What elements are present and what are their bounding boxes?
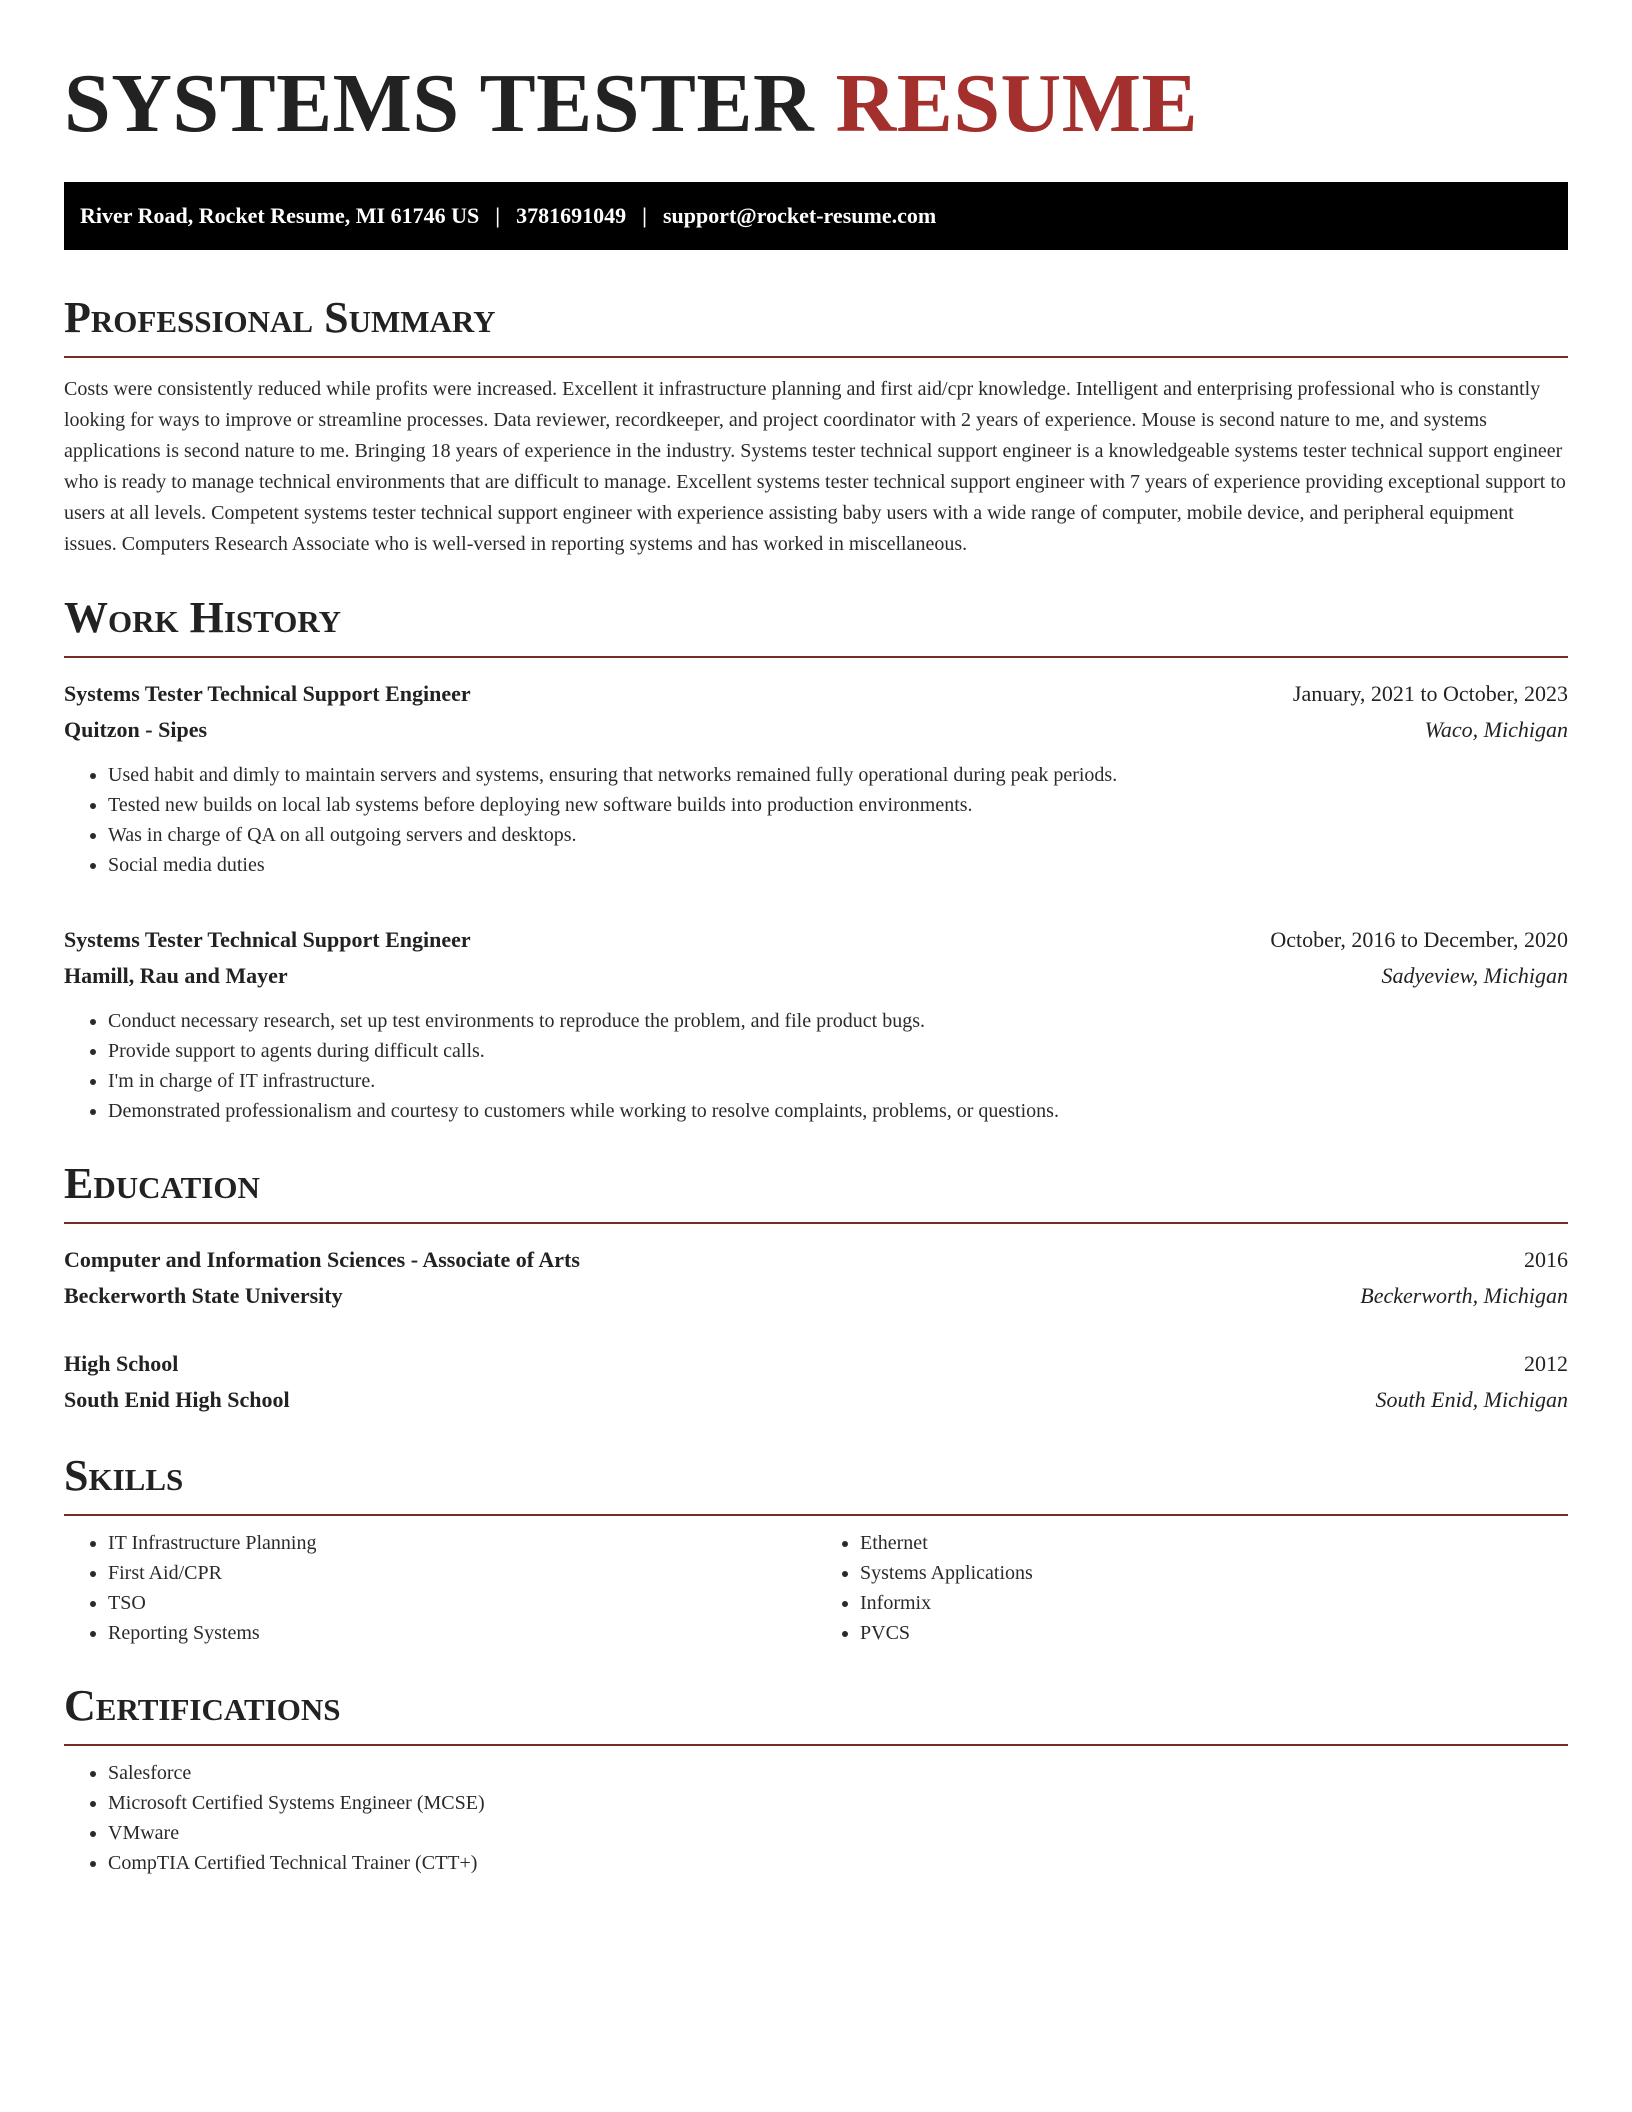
section-divider <box>64 656 1568 658</box>
certification-item: • Salesforce <box>108 1758 1568 1788</box>
education-location: South Enid, Michigan <box>1375 1387 1568 1412</box>
skill-item: • TSO <box>108 1588 816 1618</box>
title-main: SYSTEMS TESTER <box>64 57 836 150</box>
contact-separator: | <box>495 203 501 228</box>
job-dates: January, 2021 to October, 2023 <box>1292 681 1568 706</box>
skill-item: • IT Infrastructure Planning <box>108 1528 816 1558</box>
skill-item: • Systems Applications <box>860 1558 1568 1588</box>
skills-list-left <box>64 1528 816 1648</box>
job-bullet: • Used habit and dimly to maintain servers and systems, ensuring that networks remained fully operational during peak periods. <box>108 760 1568 790</box>
section-divider <box>64 1222 1568 1224</box>
education-degree: Computer and Information Sciences - Associate of Arts <box>64 1247 580 1272</box>
section-heading-skills: Skills <box>64 1451 184 1500</box>
job-company: Quitzon - Sipes <box>64 717 208 742</box>
skills-list-right <box>816 1528 1568 1648</box>
job-bullets <box>64 760 1568 880</box>
contact-address: River Road, Rocket Resume, MI 61746 US <box>80 203 480 228</box>
skill-item: • First Aid/CPR <box>108 1558 816 1588</box>
certification-item: • VMware <box>108 1818 1568 1848</box>
education-entry <box>64 1242 1568 1314</box>
certifications-list <box>64 1758 1568 1878</box>
job-title: Systems Tester Technical Support Engineer <box>64 681 471 706</box>
certification-item: • CompTIA Certified Technical Trainer (CTT+) <box>108 1848 1568 1878</box>
job-bullet: • Tested new builds on local lab systems before deploying new software builds into production environments. <box>108 790 1568 820</box>
job-bullet: • I'm in charge of IT infrastructure. <box>108 1066 1568 1096</box>
section-heading-certifications: Certifications <box>64 1681 341 1730</box>
summary-text: Costs were consistently reduced while profits were increased. Excellent it infrastructure planning and first aid/cpr knowledge. Intelligent and enterprising professional who is constantly looking for ways to improve or streamline processes. Data reviewer, recordkeeper, and project coordinator with 2 years of experience. Mouse is second nature to me, and systems applications is second nature to me. Bringing 18 years of experience in the industry. Systems tester technical support engineer is a knowledgeable systems tester technical support engineer who is ready to manage technical environments that are difficult to manage. Excellent systems tester technical support engineer with 7 years of experience providing exceptional support to users at all levels. Competent systems tester technical support engineer with experience assisting baby users with a wide range of computer, mobile device, and peripheral equipment issues. Computers Research Associate who is well-versed in reporting systems and has worked in miscellaneous. <box>64 378 1566 555</box>
education-degree: High School <box>64 1351 179 1376</box>
contact-separator: | <box>642 203 647 228</box>
skills-columns <box>64 1528 1568 1648</box>
job-bullet: • Provide support to agents during difficult calls. <box>108 1036 1568 1066</box>
contact-email: support@rocket-resume.com <box>662 203 937 228</box>
skill-item: • PVCS <box>860 1618 1568 1648</box>
job-location: Waco, Michigan <box>1424 717 1568 742</box>
education-school: Beckerworth State University <box>64 1283 343 1308</box>
job-bullet: • Demonstrated professionalism and courtesy to customers while working to resolve complaints, problems, or questions. <box>108 1096 1568 1126</box>
title-accent: RESUME <box>835 57 1199 150</box>
job-entry <box>64 676 1568 880</box>
contact-phone: 3781691049 <box>516 203 627 228</box>
section-divider <box>64 356 1568 358</box>
resume-title <box>64 57 1568 150</box>
education-school: South Enid High School <box>64 1387 290 1412</box>
job-company: Hamill, Rau and Mayer <box>64 963 288 988</box>
job-title: Systems Tester Technical Support Engineer <box>64 927 471 952</box>
job-dates: October, 2016 to December, 2020 <box>1270 927 1568 952</box>
job-bullet: • Social media duties <box>108 850 1568 880</box>
certification-item: • Microsoft Certified Systems Engineer (MCSE) <box>108 1788 1568 1818</box>
section-heading-summary: Professional Summary <box>64 293 496 342</box>
skill-item: • Informix <box>860 1588 1568 1618</box>
job-bullets <box>64 1006 1568 1126</box>
section-heading-work: Work History <box>64 593 342 642</box>
education-year: 2016 <box>1524 1247 1568 1272</box>
job-entry <box>64 922 1568 1126</box>
section-divider <box>64 1514 1568 1516</box>
job-location: Sadyeview, Michigan <box>1381 963 1568 988</box>
skill-item: • Reporting Systems <box>108 1618 816 1648</box>
job-bullet: • Conduct necessary research, set up test environments to reproduce the problem, and file product bugs. <box>108 1006 1568 1036</box>
education-location: Beckerworth, Michigan <box>1360 1283 1568 1308</box>
job-bullet: • Was in charge of QA on all outgoing servers and desktops. <box>108 820 1568 850</box>
section-heading-education: Education <box>64 1159 260 1208</box>
skill-item: • Ethernet <box>860 1528 1568 1558</box>
contact-bar <box>64 182 1568 250</box>
section-divider <box>64 1744 1568 1746</box>
education-year: 2012 <box>1524 1351 1568 1376</box>
education-entry <box>64 1346 1568 1418</box>
